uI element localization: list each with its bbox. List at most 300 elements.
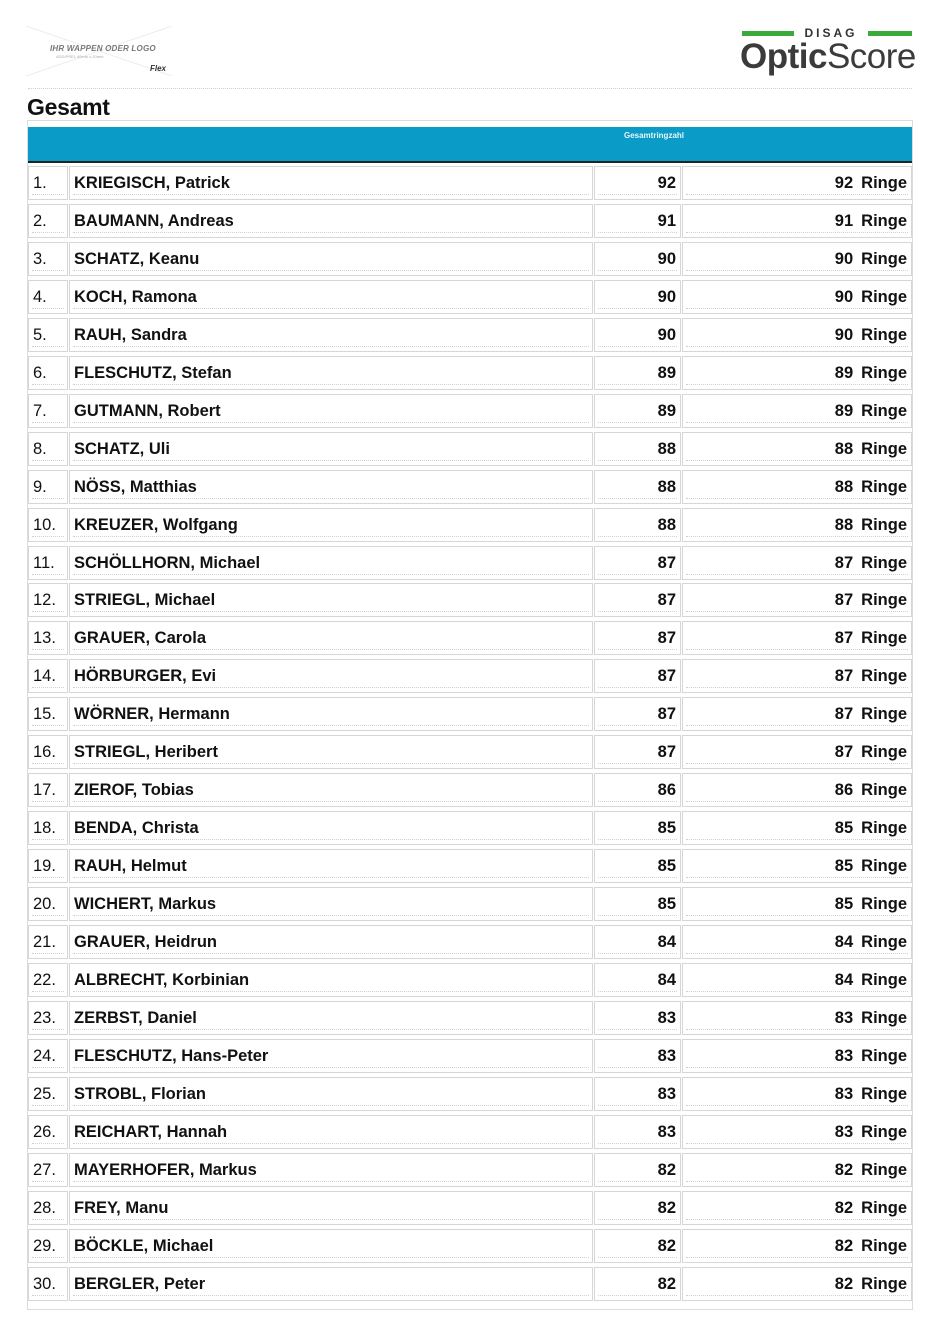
score-value: 83 <box>657 1084 676 1103</box>
rank-cell <box>28 621 68 655</box>
table-row <box>28 544 912 582</box>
logo-flex-label: Flex <box>150 64 167 73</box>
rank-cell <box>28 583 68 617</box>
rank-value: 22. <box>33 970 56 989</box>
shooter-name: SCHÖLLHORN, Michael <box>74 553 261 572</box>
shooter-name: MAYERHOFER, Markus <box>74 1160 257 1179</box>
total-unit: Ringe <box>861 477 907 496</box>
table-row <box>28 847 912 885</box>
rank-value: 13. <box>33 629 56 648</box>
rank-cell <box>28 1229 68 1263</box>
total-unit: Ringe <box>861 1274 907 1293</box>
shooter-name: BENDA, Christa <box>74 819 199 838</box>
rank-cell <box>28 546 68 580</box>
rank-cell <box>28 659 68 693</box>
rank-value: 4. <box>33 287 47 306</box>
total-value: 85 <box>834 857 854 876</box>
total-value: 91 <box>834 211 854 230</box>
total-cell <box>682 621 912 655</box>
name-cell <box>69 925 593 959</box>
score-cell <box>594 773 681 807</box>
score-value: 83 <box>657 1046 676 1065</box>
score-value: 86 <box>657 781 676 800</box>
shooter-name: ZERBST, Daniel <box>74 1008 197 1027</box>
score-cell <box>594 166 681 200</box>
total-label <box>835 667 907 685</box>
total-label <box>835 705 907 723</box>
total-value: 88 <box>834 477 854 496</box>
total-label <box>835 478 907 496</box>
rank-cell <box>28 811 68 845</box>
total-label <box>835 174 907 192</box>
shooter-name: KREUZER, Wolfgang <box>74 515 238 534</box>
score-value: 87 <box>657 553 676 572</box>
score-value: 87 <box>657 629 676 648</box>
name-cell <box>69 697 593 731</box>
score-value: 85 <box>657 895 676 914</box>
name-cell <box>69 508 593 542</box>
score-value: 85 <box>657 857 676 876</box>
rank-value: 16. <box>33 743 56 762</box>
brand-top-text: DISAG <box>804 26 858 40</box>
table-row <box>28 581 912 619</box>
score-value: 87 <box>657 705 676 724</box>
rank-cell <box>28 242 68 276</box>
total-value: 90 <box>834 325 854 344</box>
shooter-name: ZIEROF, Tobias <box>74 781 194 800</box>
total-unit: Ringe <box>861 857 907 876</box>
score-value: 89 <box>657 401 676 420</box>
shooter-name: KRIEGISCH, Patrick <box>74 174 230 192</box>
total-label <box>835 1047 907 1065</box>
total-value: 87 <box>834 667 854 686</box>
score-cell <box>594 546 681 580</box>
rank-cell <box>28 697 68 731</box>
score-cell <box>594 1001 681 1035</box>
name-cell <box>69 356 593 390</box>
shooter-name: STRIEGL, Michael <box>74 591 216 610</box>
total-value: 89 <box>834 363 854 382</box>
table-row <box>28 999 912 1037</box>
name-cell <box>69 318 593 352</box>
total-unit: Ringe <box>861 553 907 572</box>
total-value: 88 <box>834 439 854 458</box>
total-unit: Ringe <box>861 667 907 686</box>
total-cell <box>682 849 912 883</box>
shooter-name: RAUH, Sandra <box>74 325 187 344</box>
rank-value: 25. <box>33 1084 56 1103</box>
total-cell <box>682 242 912 276</box>
total-value: 90 <box>834 249 854 268</box>
rank-value: 24. <box>33 1046 56 1065</box>
shooter-name: HÖRBURGER, Evi <box>74 667 217 686</box>
name-cell <box>69 1077 593 1111</box>
table-row <box>28 164 912 202</box>
name-cell <box>69 546 593 580</box>
score-value: 82 <box>657 1236 676 1255</box>
total-label <box>835 1199 907 1217</box>
name-cell <box>69 280 593 314</box>
table-row <box>28 278 912 316</box>
table-row <box>28 619 912 657</box>
table-row <box>28 202 912 240</box>
total-unit: Ringe <box>861 1160 907 1179</box>
total-cell <box>682 432 912 466</box>
name-cell <box>69 1191 593 1225</box>
total-label <box>835 288 907 306</box>
total-cell <box>682 280 912 314</box>
rank-cell <box>28 166 68 200</box>
score-cell <box>594 697 681 731</box>
name-cell <box>69 1267 593 1301</box>
total-cell <box>682 1191 912 1225</box>
logo-placeholder <box>26 26 172 76</box>
total-cell <box>682 470 912 504</box>
name-cell <box>69 659 593 693</box>
total-cell <box>682 887 912 921</box>
total-unit: Ringe <box>861 515 907 534</box>
name-cell <box>69 1001 593 1035</box>
total-cell <box>682 1153 912 1187</box>
total-unit: Ringe <box>861 249 907 268</box>
name-cell <box>69 621 593 655</box>
rank-value: 18. <box>33 819 56 838</box>
rank-cell <box>28 432 68 466</box>
table-row <box>28 961 912 999</box>
name-cell <box>69 811 593 845</box>
table-row <box>28 657 912 695</box>
total-label <box>835 440 907 458</box>
shooter-name: STROBL, Florian <box>74 1084 206 1103</box>
score-value: 82 <box>657 1160 676 1179</box>
score-cell <box>594 811 681 845</box>
score-value: 85 <box>657 819 676 838</box>
total-unit: Ringe <box>861 363 907 382</box>
total-cell <box>682 583 912 617</box>
score-cell <box>594 735 681 769</box>
score-cell <box>594 925 681 959</box>
total-value: 90 <box>834 287 854 306</box>
rank-value: 10. <box>33 515 56 534</box>
shooter-name: BÖCKLE, Michael <box>74 1236 214 1255</box>
total-cell <box>682 356 912 390</box>
score-value: 90 <box>657 249 676 268</box>
total-label <box>835 629 907 647</box>
rank-value: 15. <box>33 705 56 724</box>
table-row <box>28 809 912 847</box>
table-row <box>28 468 912 506</box>
total-label <box>835 933 907 951</box>
name-cell <box>69 1229 593 1263</box>
total-cell <box>682 394 912 428</box>
name-cell <box>69 242 593 276</box>
total-value: 87 <box>834 743 854 762</box>
table-row <box>28 1265 912 1303</box>
total-value: 83 <box>834 1122 854 1141</box>
total-value: 83 <box>834 1084 854 1103</box>
score-cell <box>594 1115 681 1149</box>
name-cell <box>69 583 593 617</box>
table-row <box>28 1037 912 1075</box>
total-label <box>835 516 907 534</box>
total-cell <box>682 659 912 693</box>
table-row <box>28 923 912 961</box>
total-value: 89 <box>834 401 854 420</box>
total-unit: Ringe <box>861 705 907 724</box>
rank-value: 29. <box>33 1236 56 1255</box>
total-unit: Ringe <box>861 629 907 648</box>
table-column-header <box>28 127 912 163</box>
rank-cell <box>28 1191 68 1225</box>
shooter-name: REICHART, Hannah <box>74 1122 228 1141</box>
page-header <box>0 0 940 92</box>
total-value: 84 <box>834 970 854 989</box>
total-label <box>835 326 907 344</box>
rank-value: 20. <box>33 895 56 914</box>
rank-cell <box>28 773 68 807</box>
rank-cell <box>28 1267 68 1301</box>
rank-value: 17. <box>33 781 56 800</box>
name-cell <box>69 963 593 997</box>
score-value: 91 <box>657 211 676 230</box>
total-value: 83 <box>834 1008 854 1027</box>
score-cell <box>594 470 681 504</box>
score-value: 82 <box>657 1198 676 1217</box>
table-row <box>28 733 912 771</box>
rank-value: 23. <box>33 1008 56 1027</box>
total-value: 82 <box>834 1198 854 1217</box>
total-unit: Ringe <box>861 439 907 458</box>
total-cell <box>682 318 912 352</box>
total-unit: Ringe <box>861 1046 907 1065</box>
page-title: Gesamt <box>27 94 110 120</box>
rank-cell <box>28 204 68 238</box>
total-label <box>835 781 907 799</box>
shooter-name: KOCH, Ramona <box>74 287 197 306</box>
brand-bar-right <box>868 31 912 36</box>
score-cell <box>594 1229 681 1263</box>
rank-cell <box>28 470 68 504</box>
brand-name-bold: Optic <box>740 37 827 76</box>
table-row <box>28 1151 912 1189</box>
shooter-name: STRIEGL, Heribert <box>74 743 218 762</box>
rank-cell <box>28 394 68 428</box>
score-cell <box>594 1267 681 1301</box>
table-row <box>28 1075 912 1113</box>
rank-value: 7. <box>33 401 47 420</box>
total-value: 85 <box>834 895 854 914</box>
total-cell <box>682 811 912 845</box>
logo-subtext: ADD/PREL 40mm x 20mm <box>56 54 104 59</box>
score-cell <box>594 583 681 617</box>
table-row <box>28 354 912 392</box>
total-label <box>835 1009 907 1027</box>
name-cell <box>69 166 593 200</box>
shooter-name: ALBRECHT, Korbinian <box>74 970 250 989</box>
total-cell <box>682 1001 912 1035</box>
score-cell <box>594 1191 681 1225</box>
total-cell <box>682 735 912 769</box>
rank-value: 14. <box>33 667 56 686</box>
score-value: 88 <box>657 439 676 458</box>
name-cell <box>69 849 593 883</box>
total-label <box>835 250 907 268</box>
score-cell <box>594 1039 681 1073</box>
table-row <box>28 240 912 278</box>
name-cell <box>69 735 593 769</box>
name-cell <box>69 394 593 428</box>
rank-cell <box>28 1077 68 1111</box>
total-unit: Ringe <box>861 1198 907 1217</box>
rank-cell <box>28 356 68 390</box>
score-value: 83 <box>657 1008 676 1027</box>
total-unit: Ringe <box>861 933 907 951</box>
shooter-name: WICHERT, Markus <box>74 895 217 914</box>
rank-value: 9. <box>33 477 47 496</box>
total-unit: Ringe <box>861 781 907 800</box>
total-label <box>835 212 907 230</box>
rank-value: 11. <box>33 553 55 572</box>
score-value: 82 <box>657 1274 676 1293</box>
total-unit: Ringe <box>861 895 907 914</box>
table-row <box>28 430 912 468</box>
shooter-name: GRAUER, Heidrun <box>74 933 218 951</box>
total-value: 84 <box>834 933 854 951</box>
total-cell <box>682 1077 912 1111</box>
total-cell <box>682 204 912 238</box>
total-value: 83 <box>834 1046 854 1065</box>
rank-cell <box>28 508 68 542</box>
rank-value: 2. <box>33 211 47 230</box>
name-cell <box>69 432 593 466</box>
table-row <box>28 506 912 544</box>
rank-cell <box>28 1115 68 1149</box>
total-label <box>835 364 907 382</box>
score-cell <box>594 508 681 542</box>
score-cell <box>594 204 681 238</box>
score-cell <box>594 318 681 352</box>
total-value: 82 <box>834 1274 854 1293</box>
shooter-name: WÖRNER, Hermann <box>74 705 230 724</box>
rank-value: 21. <box>33 933 56 951</box>
total-label <box>835 1237 907 1255</box>
rank-value: 5. <box>33 325 47 344</box>
total-unit: Ringe <box>861 401 907 420</box>
brand-bar-left <box>742 31 794 36</box>
brand-name-light: Score <box>826 37 916 76</box>
total-label <box>835 819 907 837</box>
score-cell <box>594 621 681 655</box>
score-cell <box>594 242 681 276</box>
total-value: 92 <box>834 174 854 192</box>
score-value: 87 <box>657 591 676 610</box>
shooter-name: NÖSS, Matthias <box>74 477 197 496</box>
name-cell <box>69 887 593 921</box>
score-value: 84 <box>657 970 676 989</box>
score-cell <box>594 887 681 921</box>
table-row <box>28 695 912 733</box>
total-cell <box>682 166 912 200</box>
total-unit: Ringe <box>861 591 907 610</box>
score-value: 92 <box>657 174 676 192</box>
shooter-name: FLESCHUTZ, Stefan <box>74 363 232 382</box>
score-cell <box>594 432 681 466</box>
rank-value: 28. <box>33 1198 56 1217</box>
rank-value: 3. <box>33 249 47 268</box>
total-label <box>835 743 907 761</box>
score-value: 87 <box>657 743 676 762</box>
brand-name <box>740 38 916 76</box>
total-unit: Ringe <box>861 1084 907 1103</box>
total-cell <box>682 1039 912 1073</box>
total-label <box>835 857 907 875</box>
rank-value: 8. <box>33 439 47 458</box>
logo-text: IHR WAPPEN ODER LOGO <box>50 44 156 53</box>
total-cell <box>682 1115 912 1149</box>
shooter-name: GRAUER, Carola <box>74 629 207 648</box>
shooter-name: FREY, Manu <box>74 1198 169 1217</box>
brand-logo <box>740 27 914 77</box>
total-label <box>835 402 907 420</box>
total-unit: Ringe <box>861 819 907 838</box>
score-cell <box>594 963 681 997</box>
total-unit: Ringe <box>861 1008 907 1027</box>
total-cell <box>682 508 912 542</box>
total-label <box>835 591 907 609</box>
name-cell <box>69 204 593 238</box>
name-cell <box>69 1039 593 1073</box>
rank-value: 26. <box>33 1122 56 1141</box>
total-cell <box>682 963 912 997</box>
total-cell <box>682 773 912 807</box>
score-cell <box>594 1077 681 1111</box>
table-row <box>28 885 912 923</box>
score-value: 90 <box>657 287 676 306</box>
rank-value: 6. <box>33 363 47 382</box>
rank-cell <box>28 887 68 921</box>
total-value: 87 <box>834 553 854 572</box>
total-unit: Ringe <box>861 1122 907 1141</box>
total-label <box>835 1123 907 1141</box>
rank-cell <box>28 1001 68 1035</box>
total-unit: Ringe <box>861 287 907 306</box>
total-label <box>835 1085 907 1103</box>
total-cell <box>682 697 912 731</box>
rank-value: 30. <box>33 1274 56 1293</box>
total-value: 88 <box>834 515 854 534</box>
name-cell <box>69 1115 593 1149</box>
score-value: 88 <box>657 515 676 534</box>
rank-value: 27. <box>33 1160 56 1179</box>
total-label <box>835 554 907 572</box>
score-cell <box>594 849 681 883</box>
total-value: 87 <box>834 705 854 724</box>
name-cell <box>69 470 593 504</box>
table-row <box>28 1189 912 1227</box>
total-label <box>835 1275 907 1293</box>
rank-value: 19. <box>33 857 56 876</box>
total-value: 82 <box>834 1236 854 1255</box>
total-value: 86 <box>834 781 854 800</box>
rank-value: 12. <box>33 591 56 610</box>
column-header-total: Gesamtringzahl <box>623 131 684 140</box>
rank-cell <box>28 735 68 769</box>
rank-value: 1. <box>33 174 47 192</box>
score-cell <box>594 394 681 428</box>
shooter-name: SCHATZ, Keanu <box>74 249 200 268</box>
total-value: 87 <box>834 591 854 610</box>
shooter-name: SCHATZ, Uli <box>74 439 170 458</box>
